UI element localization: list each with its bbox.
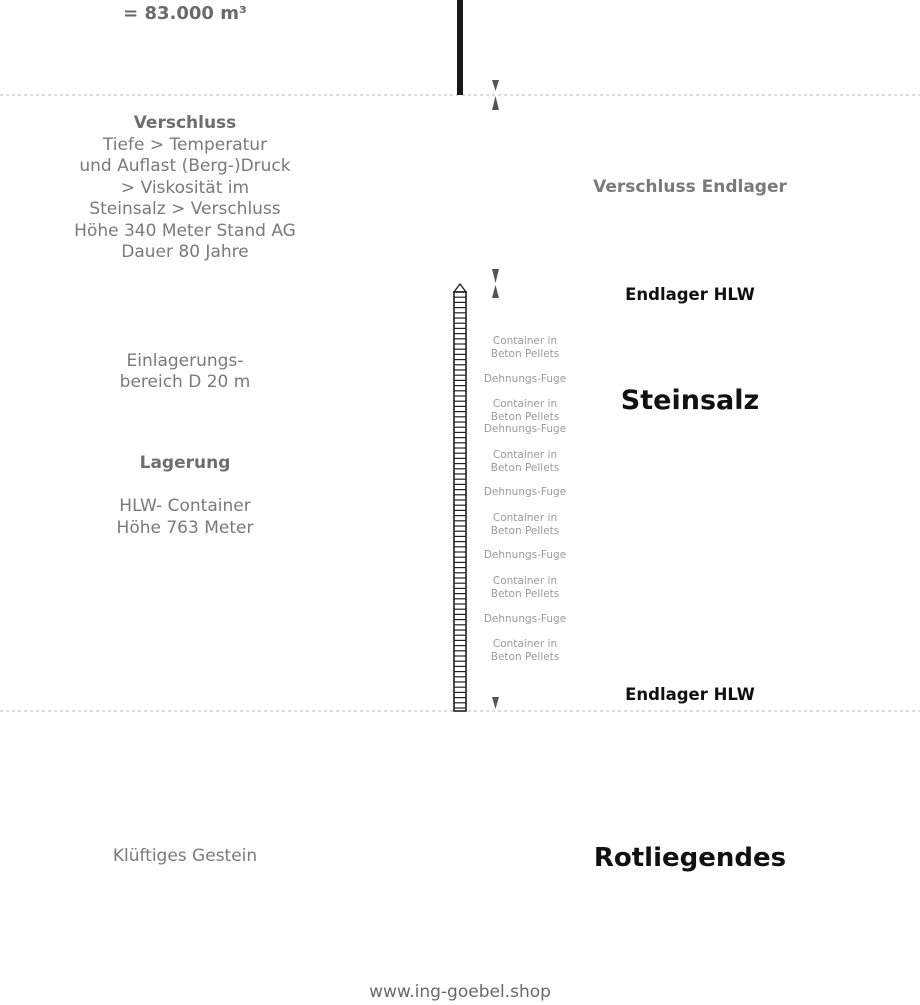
container-label-line: Beton Pellets (490, 347, 560, 360)
container-label-line: Container in (492, 638, 558, 650)
fuge-label: Dehnungs-Fuge (483, 373, 567, 385)
storage-column (454, 284, 466, 711)
container-label (478, 575, 572, 600)
arrow-down-2 (492, 269, 499, 283)
verschluss-line: Dauer 80 Jahre (121, 242, 249, 262)
endlager-hlw-top-label: Endlager HLW (625, 285, 755, 304)
container-label (478, 638, 572, 663)
verschluss-line: Tiefe > Temperatur (102, 134, 268, 155)
arrow-up-1 (492, 96, 499, 110)
kluftiges-gestein-label: Klüftiges Gestein (112, 846, 258, 866)
volume-label: = 83.000 m³ (123, 3, 247, 24)
verschluss-heading: Verschluss (133, 113, 237, 133)
verschluss-line: Höhe 340 Meter Stand AG (74, 220, 296, 241)
container-label-line: Container in (492, 398, 558, 410)
container-label (478, 398, 572, 423)
einlagerung-line: Einlagerungs- (126, 351, 244, 371)
container-label (478, 449, 572, 474)
endlager-hlw-bottom-label: Endlager HLW (625, 685, 755, 704)
container-label-line: Beton Pellets (490, 410, 560, 423)
container-label-line: Container in (492, 512, 558, 524)
verschluss-endlager-label: Verschluss Endlager (593, 177, 787, 197)
container-label-line: Beton Pellets (490, 650, 560, 663)
container-label-line: Beton Pellets (490, 587, 560, 600)
einlagerung-description (60, 351, 310, 393)
arrow-up-2 (492, 285, 499, 298)
container-label (478, 512, 572, 537)
fuge-label: Dehnungs-Fuge (483, 486, 567, 498)
container-label-line: Container in (492, 335, 558, 347)
fuge-label: Dehnungs-Fuge (483, 613, 567, 625)
container-label-line: Beton Pellets (490, 461, 560, 474)
container-label-line: Container in (492, 575, 558, 587)
fuge-label: Dehnungs-Fuge (483, 423, 567, 435)
lagerung-line: HLW- Container (119, 496, 251, 516)
container-label (478, 335, 572, 360)
arrow-down-3 (492, 697, 499, 709)
lagerung-line: Höhe 763 Meter (116, 517, 254, 538)
verschluss-line: und Auflast (Berg-)Druck (79, 156, 291, 176)
einlagerung-line: bereich D 20 m (119, 372, 251, 392)
rotliegendes-label: Rotliegendes (593, 843, 787, 873)
verschluss-line: Steinsalz > Verschluss (89, 199, 281, 219)
verschluss-line: > Viskosität im (120, 177, 250, 198)
fuge-label: Dehnungs-Fuge (483, 549, 567, 561)
footer-url: www.ing-goebel.shop (369, 982, 551, 1002)
upper-shaft (457, 0, 463, 95)
arrow-down-1 (492, 80, 499, 91)
column-cap (454, 284, 466, 292)
container-label-line: Container in (492, 449, 558, 461)
steinsalz-label: Steinsalz (620, 385, 760, 416)
lagerung-description (60, 496, 310, 539)
lagerung-heading: Lagerung (139, 453, 231, 473)
container-label-line: Beton Pellets (490, 524, 560, 537)
verschluss-description (60, 113, 310, 264)
